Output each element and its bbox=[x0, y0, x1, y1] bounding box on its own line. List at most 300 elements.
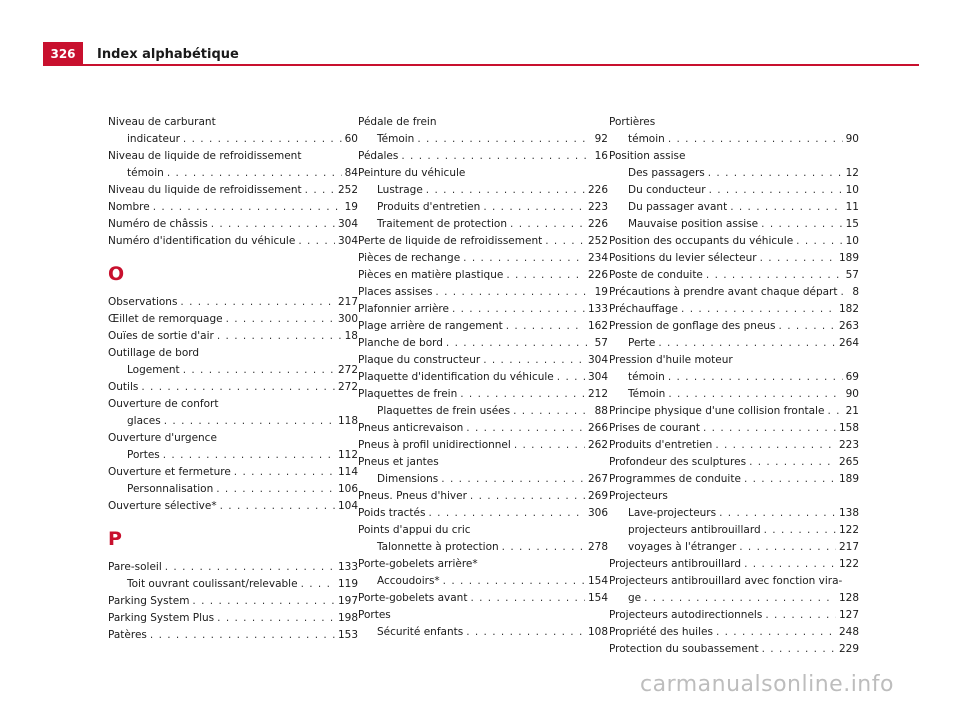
index-entry bbox=[358, 420, 608, 437]
index-column-3 bbox=[609, 114, 859, 658]
dot-leader bbox=[708, 165, 843, 182]
index-entry bbox=[609, 624, 859, 641]
index-entry bbox=[108, 199, 358, 216]
index-entry bbox=[609, 233, 859, 250]
index-subentry bbox=[609, 522, 859, 539]
index-subentry bbox=[609, 386, 859, 403]
entry-label: Toit ouvrant coulissant/relevable bbox=[127, 578, 298, 590]
dot-leader bbox=[466, 420, 585, 437]
page-reference: 114 bbox=[337, 466, 358, 478]
index-subentry bbox=[609, 335, 859, 352]
index-entry bbox=[108, 627, 358, 644]
index-column-1 bbox=[108, 114, 358, 644]
index-subentry bbox=[358, 403, 608, 420]
index-subentry bbox=[358, 216, 608, 233]
dot-leader bbox=[452, 301, 585, 318]
index-subentry bbox=[609, 199, 859, 216]
page-reference: 15 bbox=[845, 218, 859, 230]
index-subentry bbox=[108, 576, 358, 593]
page-reference: 119 bbox=[337, 578, 358, 590]
dot-leader bbox=[644, 590, 836, 607]
page-reference: 122 bbox=[838, 558, 859, 570]
index-entry bbox=[108, 294, 358, 311]
page-number: 326 bbox=[43, 42, 83, 66]
index-entry bbox=[108, 233, 358, 250]
page-reference: 182 bbox=[838, 303, 859, 315]
dot-leader bbox=[715, 437, 836, 454]
index-entry bbox=[358, 233, 608, 250]
entry-label: Pression de gonflage des pneus bbox=[609, 320, 776, 332]
page-reference: 272 bbox=[337, 381, 358, 393]
page-reference: 265 bbox=[838, 456, 859, 468]
entry-label: Logement bbox=[127, 364, 180, 376]
page-reference: 264 bbox=[838, 337, 859, 349]
page-reference: 90 bbox=[845, 133, 859, 145]
index-heading: Niveau de liquide de refroidissement bbox=[108, 150, 302, 162]
page-reference: 306 bbox=[587, 507, 608, 519]
index-entry bbox=[609, 420, 859, 437]
index-subentry bbox=[609, 131, 859, 148]
page-reference: 128 bbox=[838, 592, 859, 604]
index-subentry bbox=[108, 362, 358, 379]
page-reference: 10 bbox=[845, 235, 859, 247]
index-heading: Pneus et jantes bbox=[358, 456, 439, 468]
entry-label: Pneus à profil unidirectionnel bbox=[358, 439, 511, 451]
index-subentry bbox=[609, 505, 859, 522]
index-entry bbox=[108, 216, 358, 233]
index-subentry bbox=[358, 471, 608, 488]
entry-label: Patères bbox=[108, 629, 147, 641]
entry-label: indicateur bbox=[127, 133, 180, 145]
index-subentry bbox=[609, 165, 859, 182]
dot-leader bbox=[192, 593, 335, 610]
entry-label: Dimensions bbox=[377, 473, 439, 485]
dot-leader bbox=[706, 267, 843, 284]
index-heading: Pédale de frein bbox=[358, 116, 437, 128]
entry-label: Principe physique d'une collision frontale bbox=[609, 405, 825, 417]
dot-leader bbox=[180, 294, 335, 311]
entry-label: Plage arrière de rangement bbox=[358, 320, 503, 332]
index-heading: Points d'appui du cric bbox=[358, 524, 471, 536]
entry-label: Précautions à prendre avant chaque départ bbox=[609, 286, 838, 298]
dot-leader bbox=[183, 131, 342, 148]
dot-leader bbox=[709, 182, 843, 199]
page-reference: 252 bbox=[587, 235, 608, 247]
entry-label: Places assises bbox=[358, 286, 433, 298]
entry-label: Talonnette à protection bbox=[377, 541, 499, 553]
index-entry bbox=[108, 610, 358, 627]
entry-label: Profondeur des sculptures bbox=[609, 456, 747, 468]
entry-label: Protection du soubassement bbox=[609, 643, 759, 655]
dot-leader bbox=[716, 624, 836, 641]
index-subentry bbox=[358, 131, 608, 148]
index-heading: Peinture du véhicule bbox=[358, 167, 466, 179]
index-subentry bbox=[609, 539, 859, 556]
dot-leader bbox=[760, 250, 836, 267]
page-reference: 272 bbox=[337, 364, 358, 376]
entry-label: Lustrage bbox=[377, 184, 423, 196]
entry-label: Ouïes de sortie d'air bbox=[108, 330, 214, 342]
index-heading: Projecteurs bbox=[609, 490, 668, 502]
index-entry bbox=[609, 607, 859, 624]
dot-leader bbox=[765, 607, 836, 624]
index-column-2 bbox=[358, 114, 608, 641]
index-heading: Niveau de carburant bbox=[108, 116, 216, 128]
page-reference: 217 bbox=[337, 296, 358, 308]
dot-leader bbox=[216, 481, 335, 498]
index-subentry bbox=[108, 165, 358, 182]
page-reference: 108 bbox=[587, 626, 608, 638]
entry-label: Pneus anticrevaison bbox=[358, 422, 464, 434]
dot-leader bbox=[234, 464, 335, 481]
dot-leader bbox=[764, 522, 836, 539]
page-reference: 90 bbox=[845, 388, 859, 400]
dot-leader bbox=[305, 182, 335, 199]
entry-label: Plaquette d'identification du véhicule bbox=[358, 371, 554, 383]
page-reference: 57 bbox=[594, 337, 608, 349]
index-entry bbox=[108, 328, 358, 345]
dot-leader bbox=[435, 284, 591, 301]
entry-label: Des passagers bbox=[628, 167, 705, 179]
entry-label: Mauvaise position assise bbox=[628, 218, 759, 230]
page-reference: 212 bbox=[587, 388, 608, 400]
entry-label: Nombre bbox=[108, 201, 150, 213]
index-entry bbox=[358, 590, 608, 607]
entry-label: projecteurs antibrouillard bbox=[628, 524, 761, 536]
dot-leader bbox=[141, 379, 335, 396]
entry-label: Préchauffage bbox=[609, 303, 679, 315]
entry-label: Programmes de conduite bbox=[609, 473, 741, 485]
dot-leader bbox=[165, 559, 335, 576]
watermark: carmanualsonline.info bbox=[640, 672, 894, 697]
page-reference: 8 bbox=[852, 286, 859, 298]
index-subentry bbox=[609, 590, 859, 607]
dot-leader bbox=[298, 233, 335, 250]
entry-label: Pneus. Pneus d'hiver bbox=[358, 490, 467, 502]
index-entry bbox=[358, 505, 608, 522]
index-entry bbox=[609, 454, 859, 471]
dot-leader bbox=[730, 199, 842, 216]
dot-leader bbox=[719, 505, 836, 522]
entry-label: Plaque du constructeur bbox=[358, 354, 481, 366]
index-entry bbox=[358, 301, 608, 318]
page-reference: 133 bbox=[337, 561, 358, 573]
dot-leader bbox=[426, 182, 585, 199]
dot-leader bbox=[470, 488, 585, 505]
entry-label: Perte de liquide de refroidissement bbox=[358, 235, 543, 247]
dot-leader bbox=[428, 505, 584, 522]
dot-leader bbox=[470, 590, 585, 607]
dot-leader bbox=[779, 318, 836, 335]
index-entry bbox=[358, 318, 608, 335]
entry-label: Parking System bbox=[108, 595, 190, 607]
page-reference: 104 bbox=[337, 500, 358, 512]
dot-leader bbox=[460, 386, 585, 403]
page-header bbox=[0, 0, 960, 70]
entry-label: Œillet de remorquage bbox=[108, 313, 223, 325]
entry-label: Pédales bbox=[358, 150, 399, 162]
index-entry bbox=[108, 182, 358, 199]
dot-leader bbox=[441, 471, 585, 488]
entry-label: Porte-gobelets avant bbox=[358, 592, 468, 604]
page-reference: 223 bbox=[587, 201, 608, 213]
page-reference: 18 bbox=[344, 330, 358, 342]
index-entry bbox=[108, 559, 358, 576]
page-reference: 21 bbox=[845, 405, 859, 417]
page-reference: 11 bbox=[845, 201, 859, 213]
dot-leader bbox=[506, 318, 585, 335]
entry-label: Poste de conduite bbox=[609, 269, 703, 281]
entry-label: Propriété des huiles bbox=[609, 626, 713, 638]
dot-leader bbox=[744, 471, 836, 488]
entry-label: Personnalisation bbox=[127, 483, 214, 495]
index-entry bbox=[358, 284, 608, 301]
index-subentry bbox=[358, 624, 608, 641]
dot-leader bbox=[220, 498, 335, 515]
entry-label: Témoin bbox=[628, 388, 666, 400]
dot-leader bbox=[513, 403, 592, 420]
header-divider bbox=[83, 64, 919, 66]
index-entry bbox=[358, 267, 608, 284]
entry-label: ge bbox=[628, 592, 642, 604]
dot-leader bbox=[483, 199, 585, 216]
dot-leader bbox=[762, 641, 836, 658]
entry-label: Projecteurs antibrouillard bbox=[609, 558, 742, 570]
dot-leader bbox=[827, 403, 842, 420]
index-subentry bbox=[108, 413, 358, 430]
index-entry bbox=[358, 369, 608, 386]
entry-label: Perte bbox=[628, 337, 656, 349]
page-reference: 106 bbox=[337, 483, 358, 495]
index-entry bbox=[609, 641, 859, 658]
dot-leader bbox=[502, 539, 585, 556]
dot-leader bbox=[510, 216, 585, 233]
entry-label: Numéro d'identification du véhicule bbox=[108, 235, 296, 247]
dot-leader bbox=[557, 369, 585, 386]
index-subentry bbox=[358, 182, 608, 199]
entry-label: Planche de bord bbox=[358, 337, 443, 349]
page-reference: 189 bbox=[838, 473, 859, 485]
index-heading: Position assise bbox=[609, 150, 686, 162]
page-title: Index alphabétique bbox=[97, 47, 239, 62]
page-reference: 16 bbox=[594, 150, 608, 162]
dot-leader bbox=[761, 216, 842, 233]
dot-leader bbox=[163, 447, 335, 464]
page-reference: 304 bbox=[337, 235, 358, 247]
dot-leader bbox=[739, 539, 836, 556]
index-entry bbox=[358, 386, 608, 403]
page-reference: 229 bbox=[838, 643, 859, 655]
page-reference: 189 bbox=[838, 252, 859, 264]
section-letter: O bbox=[108, 263, 125, 285]
page-reference: 112 bbox=[337, 449, 358, 461]
page-reference: 217 bbox=[838, 541, 859, 553]
dot-leader bbox=[401, 148, 591, 165]
entry-label: Numéro de châssis bbox=[108, 218, 208, 230]
dot-leader bbox=[506, 267, 585, 284]
entry-label: Position des occupants du véhicule bbox=[609, 235, 794, 247]
index-entry bbox=[609, 284, 859, 301]
dot-leader bbox=[167, 165, 342, 182]
dot-leader bbox=[841, 284, 850, 301]
page-reference: 19 bbox=[594, 286, 608, 298]
index-entry bbox=[609, 437, 859, 454]
dot-leader bbox=[681, 301, 836, 318]
index-subentry bbox=[609, 216, 859, 233]
entry-label: voyages à l'étranger bbox=[628, 541, 737, 553]
entry-label: Pare-soleil bbox=[108, 561, 162, 573]
page-reference: 304 bbox=[337, 218, 358, 230]
index-entry bbox=[358, 250, 608, 267]
page-reference: 92 bbox=[594, 133, 608, 145]
page-reference: 267 bbox=[587, 473, 608, 485]
dot-leader bbox=[483, 352, 585, 369]
index-heading: Ouverture de confort bbox=[108, 398, 219, 410]
page-reference: 154 bbox=[587, 575, 608, 587]
entry-label: Portes bbox=[127, 449, 160, 461]
page-reference: 252 bbox=[337, 184, 358, 196]
dot-leader bbox=[658, 335, 836, 352]
index-heading: Porte-gobelets arrière* bbox=[358, 558, 478, 570]
entry-label: Ouverture sélective* bbox=[108, 500, 217, 512]
index-subentry bbox=[609, 369, 859, 386]
index-heading: Ouverture d'urgence bbox=[108, 432, 217, 444]
dot-leader bbox=[211, 216, 335, 233]
index-subentry bbox=[108, 481, 358, 498]
dot-leader bbox=[668, 131, 843, 148]
page-reference: 226 bbox=[587, 218, 608, 230]
section-letter: P bbox=[108, 528, 122, 550]
entry-label: Du passager avant bbox=[628, 201, 728, 213]
entry-label: Outils bbox=[108, 381, 139, 393]
entry-label: Pièces en matière plastique bbox=[358, 269, 504, 281]
page-reference: 57 bbox=[845, 269, 859, 281]
dot-leader bbox=[463, 250, 585, 267]
entry-label: Pièces de rechange bbox=[358, 252, 461, 264]
page-reference: 223 bbox=[838, 439, 859, 451]
index-entry bbox=[609, 250, 859, 267]
dot-leader bbox=[749, 454, 836, 471]
entry-label: Traitement de protection bbox=[377, 218, 508, 230]
index-entry bbox=[358, 352, 608, 369]
entry-label: Plaquettes de frein bbox=[358, 388, 458, 400]
entry-label: Prises de courant bbox=[609, 422, 700, 434]
dot-leader bbox=[226, 311, 335, 328]
page-reference: 118 bbox=[337, 415, 358, 427]
entry-label: témoin bbox=[628, 371, 665, 383]
entry-label: Projecteurs autodirectionnels bbox=[609, 609, 763, 621]
index-subentry bbox=[108, 131, 358, 148]
page-reference: 84 bbox=[344, 167, 358, 179]
entry-label: glaces bbox=[127, 415, 161, 427]
page-reference: 60 bbox=[344, 133, 358, 145]
page-reference: 133 bbox=[587, 303, 608, 315]
page-reference: 197 bbox=[337, 595, 358, 607]
index-entry bbox=[358, 335, 608, 352]
page-reference: 10 bbox=[845, 184, 859, 196]
index-entry bbox=[609, 318, 859, 335]
entry-label: Niveau du liquide de refroidissement bbox=[108, 184, 302, 196]
dot-leader bbox=[301, 576, 335, 593]
page-reference: 234 bbox=[587, 252, 608, 264]
page-reference: 278 bbox=[587, 541, 608, 553]
page-reference: 262 bbox=[587, 439, 608, 451]
dot-leader bbox=[466, 624, 585, 641]
index-heading: Projecteurs antibrouillard avec fonction vira- bbox=[609, 575, 843, 587]
page-reference: 226 bbox=[587, 184, 608, 196]
entry-label: Plafonnier arrière bbox=[358, 303, 449, 315]
entry-label: Observations bbox=[108, 296, 178, 308]
index-subentry bbox=[609, 182, 859, 199]
dot-leader bbox=[703, 420, 836, 437]
index-entry bbox=[108, 593, 358, 610]
entry-label: Accoudoirs* bbox=[377, 575, 440, 587]
dot-leader bbox=[744, 556, 836, 573]
page-reference: 248 bbox=[838, 626, 859, 638]
dot-leader bbox=[417, 131, 591, 148]
dot-leader bbox=[668, 386, 842, 403]
index-entry bbox=[358, 437, 608, 454]
dot-leader bbox=[153, 199, 342, 216]
dot-leader bbox=[514, 437, 585, 454]
index-subentry bbox=[358, 199, 608, 216]
page-reference: 269 bbox=[587, 490, 608, 502]
entry-label: Témoin bbox=[377, 133, 415, 145]
index-heading: Portes bbox=[358, 609, 391, 621]
dot-leader bbox=[796, 233, 842, 250]
entry-label: Ouverture et fermeture bbox=[108, 466, 231, 478]
dot-leader bbox=[217, 610, 335, 627]
entry-label: Sécurité enfants bbox=[377, 626, 464, 638]
dot-leader bbox=[164, 413, 335, 430]
entry-label: Parking System Plus bbox=[108, 612, 215, 624]
dot-leader bbox=[545, 233, 585, 250]
page-reference: 198 bbox=[337, 612, 358, 624]
page-reference: 127 bbox=[838, 609, 859, 621]
page-reference: 69 bbox=[845, 371, 859, 383]
index-subentry bbox=[358, 573, 608, 590]
index-entry bbox=[609, 267, 859, 284]
page-reference: 153 bbox=[337, 629, 358, 641]
page-reference: 304 bbox=[587, 371, 608, 383]
index-entry bbox=[358, 148, 608, 165]
entry-label: Positions du levier sélecteur bbox=[609, 252, 757, 264]
entry-label: témoin bbox=[628, 133, 665, 145]
entry-label: Produits d'entretien bbox=[609, 439, 713, 451]
page-reference: 158 bbox=[838, 422, 859, 434]
index-entry bbox=[358, 488, 608, 505]
index-heading: Pression d'huile moteur bbox=[609, 354, 733, 366]
page-reference: 138 bbox=[838, 507, 859, 519]
entry-label: Plaquettes de frein usées bbox=[377, 405, 511, 417]
index-heading: Portières bbox=[609, 116, 656, 128]
index-entry bbox=[108, 311, 358, 328]
index-subentry bbox=[358, 539, 608, 556]
page-reference: 263 bbox=[838, 320, 859, 332]
index-entry bbox=[108, 464, 358, 481]
entry-label: Produits d'entretien bbox=[377, 201, 481, 213]
index-entry bbox=[609, 471, 859, 488]
entry-label: Du conducteur bbox=[628, 184, 706, 196]
page-reference: 266 bbox=[587, 422, 608, 434]
entry-label: Poids tractés bbox=[358, 507, 426, 519]
index-entry bbox=[609, 403, 859, 420]
dot-leader bbox=[446, 335, 592, 352]
entry-label: témoin bbox=[127, 167, 164, 179]
index-entry bbox=[609, 556, 859, 573]
index-entry bbox=[609, 301, 859, 318]
page-reference: 154 bbox=[587, 592, 608, 604]
